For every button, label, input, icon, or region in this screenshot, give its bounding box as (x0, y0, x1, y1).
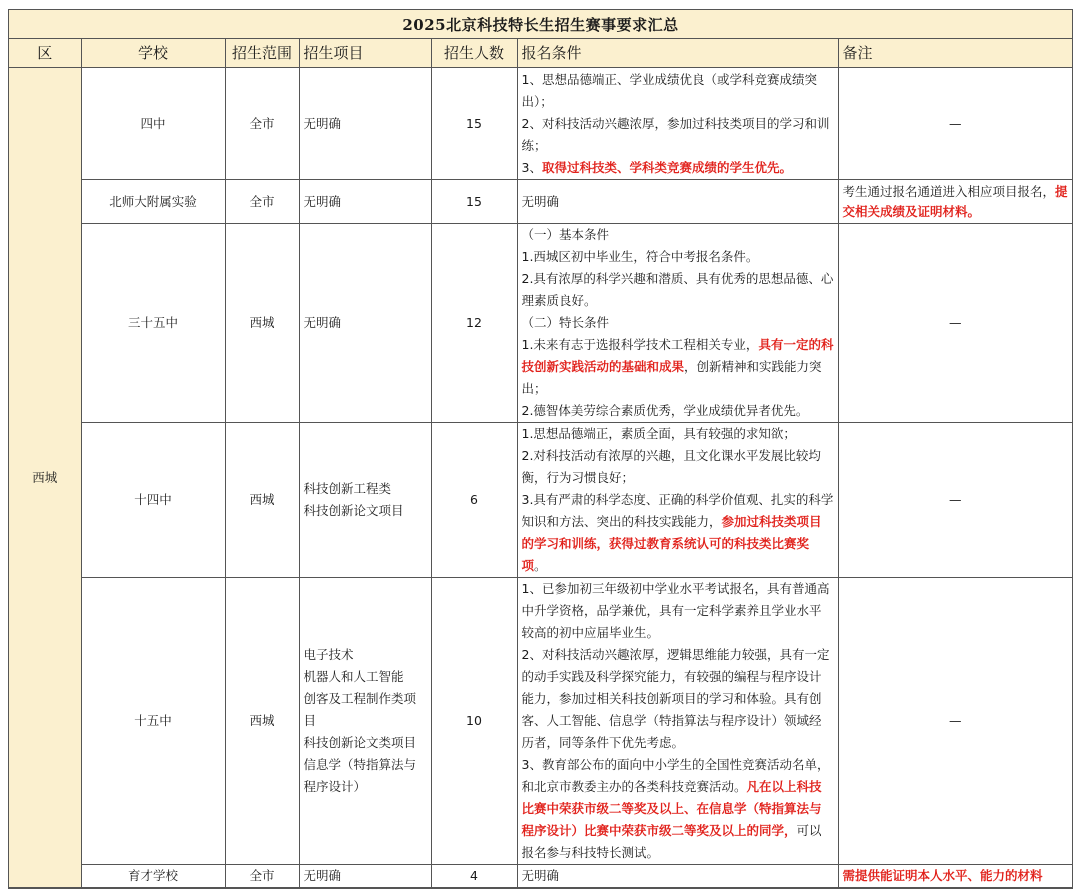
count-cell: 15 (431, 68, 517, 180)
project-item: 无明确 (303, 115, 342, 131)
remark-highlight: 提交相关成绩及证明材料。 (842, 183, 1068, 219)
table-row (9, 865, 1072, 888)
district-cell: 西城 (9, 68, 81, 888)
header-count: 招生人数 (431, 39, 517, 68)
scope-cell: 西城 (225, 224, 299, 423)
condition-line: 2、对科技活动兴趣浓厚，参加过科技类项目的学习和训练； (521, 115, 830, 153)
condition-line: 2.德智体美劳综合素质优秀，学业成绩优异者优先。 (521, 403, 809, 418)
count-cell: 4 (431, 865, 517, 888)
condition-line: 1.思想品德端正，素质全面，具有较强的求知欲； (521, 426, 796, 441)
header-conditions: 报名条件 (517, 39, 838, 68)
remark-cell (838, 865, 1072, 888)
condition-line: 无明确 (521, 868, 560, 883)
project-item: 信息学（特指算法与程序设计） (303, 757, 417, 794)
condition-text: 3.具有严肃的科学态度、正确的科学价值观、扎实的科学知识和方法、突出的科技实践能力， (521, 492, 834, 529)
scope-cell: 全市 (225, 68, 299, 180)
project-item: 科技创新工程类 (303, 481, 392, 496)
project-cell (299, 865, 431, 888)
condition-tail: 。 (534, 558, 547, 573)
remark-cell: — (838, 423, 1072, 578)
header-school: 学校 (81, 39, 225, 68)
condition-line: 无明确 (521, 193, 560, 209)
scope-cell: 西城 (225, 578, 299, 865)
school-cell: 十五中 (81, 578, 225, 865)
remark-text: 考生通过报名通道进入相应项目报名， (842, 183, 1056, 199)
condition-line (522, 334, 834, 400)
project-item: 机器人和人工智能 (303, 669, 404, 684)
condition-line: 1、已参加初三年级初中学业水平考试报名，具有普通高中升学资格，品学兼优，具有一定科学素养且学业水平较高的初中应届毕业生。 (521, 581, 830, 640)
table-row (9, 180, 1072, 224)
count-cell: 12 (431, 224, 517, 423)
scope-cell: 全市 (225, 865, 299, 888)
scope-cell: 全市 (225, 180, 299, 224)
header-project: 招生项目 (299, 39, 431, 68)
condition-line (522, 489, 834, 577)
table-row (9, 68, 1072, 180)
header-scope: 招生范围 (225, 39, 299, 68)
condition-line: （一）基本条件 (521, 227, 610, 242)
project-cell (299, 224, 431, 423)
condition-tail: ，创新精神和实践能力突出； (521, 359, 822, 396)
project-item: 无明确 (303, 315, 342, 330)
remark-highlight: 需提供能证明本人水平、能力的材料 (842, 868, 1043, 883)
condition-text: 3、教育部公布的面向中小学生的全国性竞赛活动名单，和北京市教委主办的各类科技竞赛活动。 (521, 757, 830, 794)
condition-line: 1.西城区初中毕业生，符合中考报名条件。 (521, 249, 759, 264)
count-cell: 15 (431, 180, 517, 224)
count-cell: 6 (431, 423, 517, 578)
conditions-cell (517, 578, 838, 865)
condition-line: 1、思想品德端正、学业成绩优良（或学科竞赛成绩突出）； (521, 71, 817, 109)
project-item: 无明确 (303, 193, 342, 209)
summary-sheet (8, 9, 1073, 889)
condition-line: 2、对科技活动兴趣浓厚，逻辑思维能力较强，具有一定的动手实践及科学探究能力，有较强的编程与程序设计能力，参加过相关科技创新项目的学习和体验。具有创客、人工智能、信息学（特指算法与程序设计）领域经历者，同等条件下优先考虑。 (521, 647, 830, 750)
school-cell: 十四中 (81, 423, 225, 578)
school-cell: 育才学校 (81, 865, 225, 888)
condition-line: （二）特长条件 (521, 315, 610, 330)
conditions-cell (517, 423, 838, 578)
header-row (9, 39, 1072, 68)
condition-tail: 可以报名参与科技特长测试。 (521, 823, 822, 860)
remark-cell: — (838, 224, 1072, 423)
condition-text: 3、 (521, 159, 542, 175)
table-row (9, 578, 1072, 865)
remark-cell: — (838, 578, 1072, 865)
project-item: 无明确 (303, 868, 342, 883)
header-district: 区 (9, 39, 81, 68)
conditions-cell (517, 180, 838, 224)
project-item: 科技创新论文项目 (303, 503, 404, 518)
sheet-title: 2025北京科技特长生招生赛事要求汇总 (9, 10, 1072, 39)
conditions-cell (517, 68, 838, 180)
condition-highlight: 参加过科技类项目的学习和训练，获得过教育系统认可的科技类比赛奖项 (521, 514, 822, 573)
project-cell (299, 180, 431, 224)
table-row (9, 423, 1072, 578)
condition-highlight: 取得过科技类、学科类竞赛成绩的学生优先。 (541, 159, 792, 175)
project-item: 科技创新论文类项目 (303, 735, 417, 750)
table-row (9, 224, 1072, 423)
condition-line (522, 157, 834, 179)
conditions-cell (517, 224, 838, 423)
school-cell: 四中 (81, 68, 225, 180)
remark-cell: — (838, 68, 1072, 180)
condition-line: 2.具有浓厚的科学兴趣和潜质、具有优秀的思想品德、心理素质良好。 (521, 271, 834, 308)
project-cell (299, 423, 431, 578)
scope-cell: 西城 (225, 423, 299, 578)
project-item: 创客及工程制作类项目 (303, 691, 417, 728)
condition-highlight: 凡在以上科技比赛中荣获市级二等奖及以上、在信息学（特指算法与程序设计）比赛中荣获市级二等奖及以上的同学， (521, 779, 822, 838)
count-cell: 10 (431, 578, 517, 865)
admission-table (9, 39, 1072, 888)
condition-line: 2.对科技活动有浓厚的兴趣，且文化课水平发展比较均衡，行为习惯良好； (521, 448, 821, 485)
project-cell (299, 68, 431, 180)
project-cell (299, 578, 431, 865)
school-cell: 北师大附属实验 (81, 180, 225, 224)
project-item: 电子技术 (303, 647, 354, 662)
conditions-cell (517, 865, 838, 888)
condition-highlight: 具有一定的科技创新实践活动的基础和成果 (521, 337, 834, 374)
header-remarks: 备注 (838, 39, 1072, 68)
condition-line (522, 754, 834, 864)
school-cell: 三十五中 (81, 224, 225, 423)
remark-cell (838, 180, 1072, 224)
condition-text: 1.未来有志于选报科学技术工程相关专业， (521, 337, 759, 352)
